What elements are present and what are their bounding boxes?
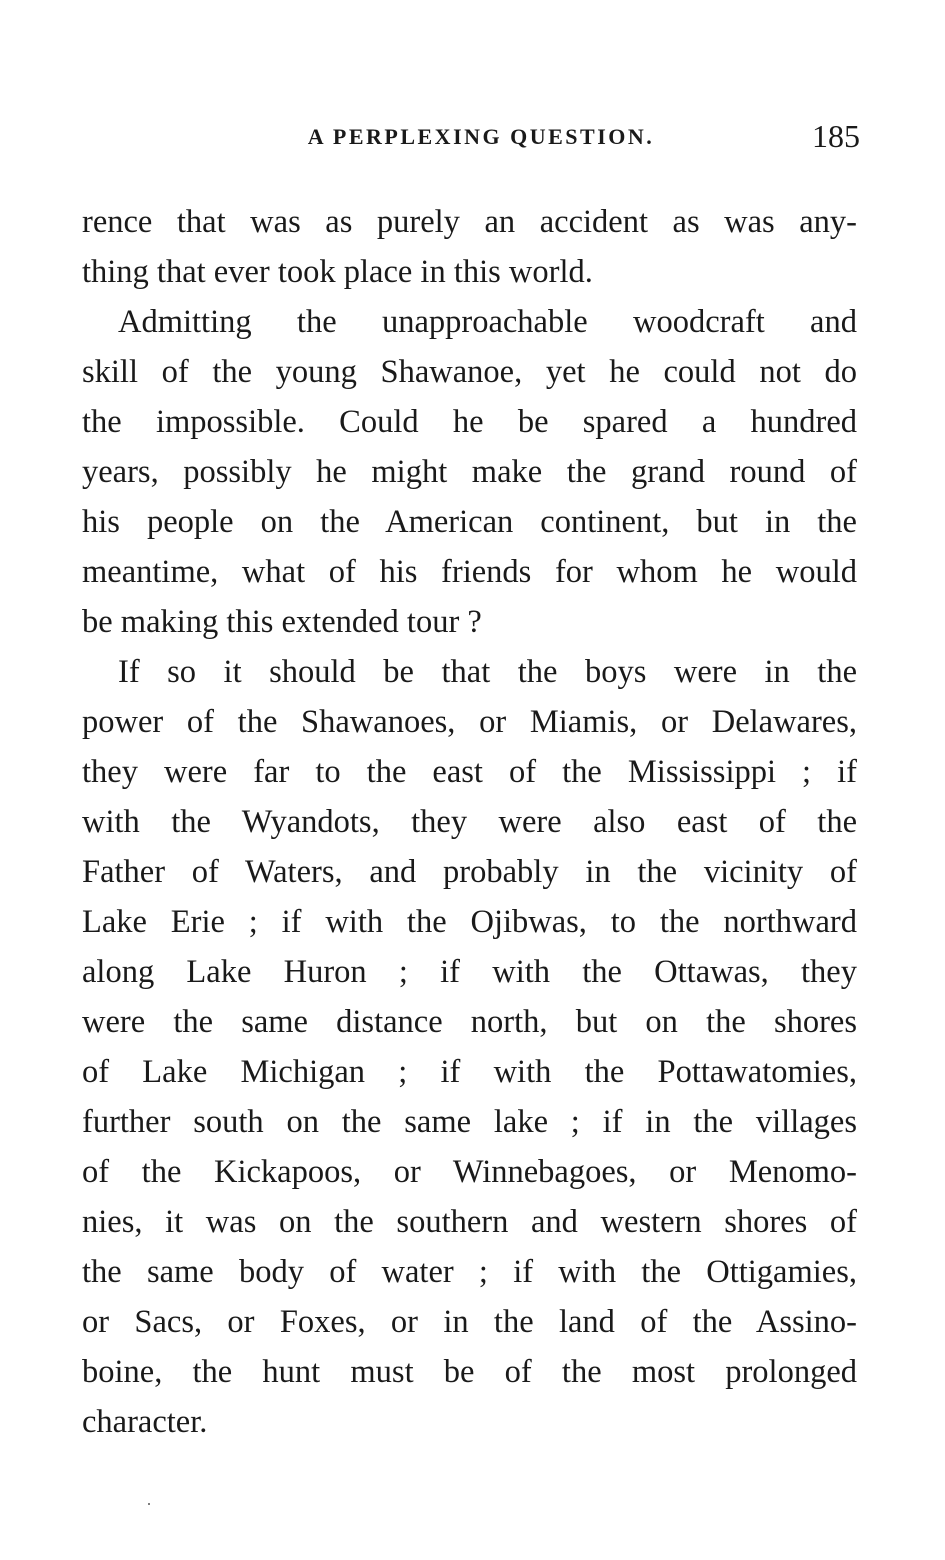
text-line: Father of Waters, and probably in the vicinity of xyxy=(82,854,857,890)
running-head xyxy=(82,118,860,158)
text-line: they were far to the east of the Mississippi ; if xyxy=(82,754,857,790)
text-line: be making this extended tour ? xyxy=(82,604,482,640)
text-line: meantime, what of his friends for whom he would xyxy=(82,554,857,590)
text-line: with the Wyandots, they were also east of the xyxy=(82,804,857,840)
text-line: nies, it was on the southern and western shores of xyxy=(82,1204,857,1240)
page-number: 185 xyxy=(812,118,860,154)
text-line: were the same distance north, but on the shores xyxy=(82,1004,857,1040)
text-line: thing that ever took place in this world. xyxy=(82,254,593,290)
text-line: boine, the hunt must be of the most prolonged xyxy=(82,1354,857,1390)
text-line: power of the Shawanoes, or Miamis, or Delawares, xyxy=(82,704,857,740)
text-line: skill of the young Shawanoe, yet he could not do xyxy=(82,354,857,390)
text-line: rence that was as purely an accident as was any- xyxy=(82,204,857,240)
text-line: years, possibly he might make the grand round of xyxy=(82,454,857,490)
text-line: or Sacs, or Foxes, or in the land of the Assino- xyxy=(82,1304,857,1340)
paragraph-first-line: Admitting the unapproachable woodcraft and xyxy=(118,304,857,340)
print-speck xyxy=(148,1503,150,1505)
text-line: his people on the American continent, but in the xyxy=(82,504,857,540)
text-line: further south on the same lake ; if in the villages xyxy=(82,1104,857,1140)
text-line: the same body of water ; if with the Ottigamies, xyxy=(82,1254,857,1290)
running-title: A PERPLEXING QUESTION. xyxy=(307,124,655,149)
text-line: of Lake Michigan ; if with the Pottawatomies, xyxy=(82,1054,857,1090)
text-line: of the Kickapoos, or Winnebagoes, or Menomo- xyxy=(82,1154,857,1190)
paragraph-first-line: If so it should be that the boys were in the xyxy=(118,654,857,690)
text-line: Lake Erie ; if with the Ojibwas, to the northward xyxy=(82,904,857,940)
text-line: along Lake Huron ; if with the Ottawas, they xyxy=(82,954,857,990)
text-line: character. xyxy=(82,1404,208,1440)
text-line: the impossible. Could he be spared a hundred xyxy=(82,404,857,440)
